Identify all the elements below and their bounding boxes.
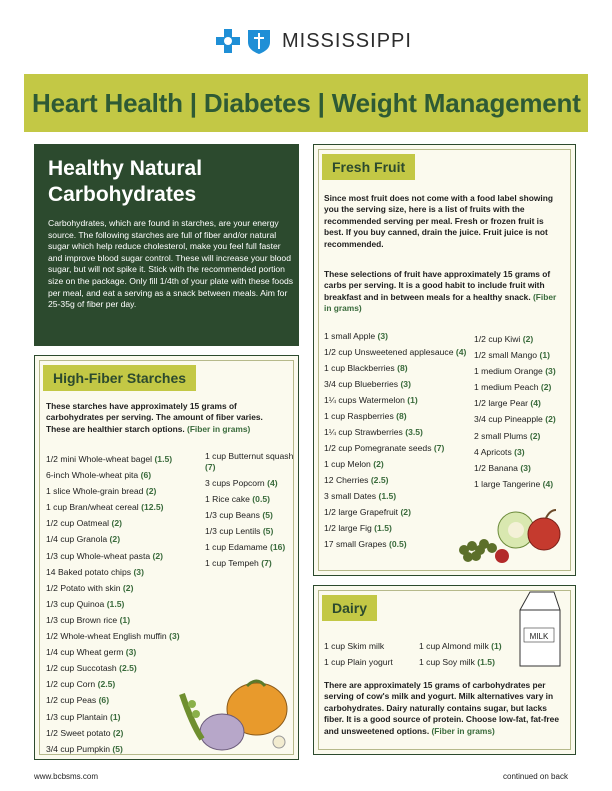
list-item-text: 3 cups Popcorn xyxy=(205,478,265,488)
list-item-fiber: (2) xyxy=(152,550,164,561)
list-item xyxy=(46,644,216,660)
list-item-text: 1/3 cup Quinoa xyxy=(46,598,105,609)
list-item-text: 1¼ cup Strawberries xyxy=(324,427,403,437)
milk-carton-label: MILK xyxy=(529,632,549,641)
list-item-fiber: (4) xyxy=(530,398,541,409)
list-item-fiber: (7) xyxy=(433,443,445,453)
footer-continued: continued on back xyxy=(503,772,568,781)
list-item-fiber: (6) xyxy=(140,470,152,481)
list-item-fiber: (1) xyxy=(539,350,550,361)
dairy-title: Dairy xyxy=(322,595,377,621)
list-item-text: 1/3 cup Brown rice xyxy=(46,614,118,625)
list-item-fiber: (8) xyxy=(397,363,408,373)
title-banner xyxy=(24,74,588,132)
intro-box xyxy=(34,144,299,346)
list-item xyxy=(474,428,574,444)
list-item-fiber: (1.5) xyxy=(106,598,125,609)
list-item xyxy=(46,548,216,564)
list-item xyxy=(324,523,474,534)
list-item-fiber: (1.5) xyxy=(477,657,495,668)
list-item xyxy=(324,427,474,438)
list-item xyxy=(46,531,216,547)
list-item xyxy=(46,515,216,531)
list-item-text: 1 cup Raspberries xyxy=(324,411,394,421)
list-item-text: 1/2 large Grapefruit xyxy=(324,507,399,517)
list-item-text: 3/4 cup Pumpkin xyxy=(46,743,111,754)
list-item-fiber: (1.5) xyxy=(374,523,392,533)
list-item-fiber: (2) xyxy=(122,582,134,593)
list-item-fiber: (2) xyxy=(111,518,122,529)
list-item-fiber: (2) xyxy=(373,459,384,469)
list-item-text: 1 cup Edamame xyxy=(205,542,268,552)
list-item-text: 1 cup Almond milk xyxy=(419,641,489,651)
list-item xyxy=(205,494,295,505)
dairy-panel xyxy=(313,585,576,755)
list-item-fiber: (4) xyxy=(542,478,554,489)
fruit-illustration xyxy=(454,500,569,568)
list-item xyxy=(205,558,295,569)
list-item xyxy=(324,459,474,470)
list-item-text: 1 cup Soy milk xyxy=(419,657,475,668)
list-item-text: 4 Apricots xyxy=(474,446,512,457)
fruit-panel xyxy=(313,144,576,576)
intro-body: Carbohydrates, which are found in starches, are your energy source. The following starches are full of fiber and/or natural sugar which help reduce cholesterol, make you feel full faster and improve blood sugar control. These will increase your blood sugar, but will not spike it. Stick with the recommended portion size on the package. Only fill 1/4th of your plate with these foods per meal, and eat a serving as a snack between meals. Aim for 25-35g of fiber per day. xyxy=(48,218,294,310)
list-item xyxy=(46,451,216,467)
list-item xyxy=(46,628,216,644)
vegetables-illustration xyxy=(167,674,292,754)
list-item-text: 1/3 cup Beans xyxy=(205,510,260,520)
list-item xyxy=(324,654,424,670)
list-item-text: 1 cup Tempeh xyxy=(205,558,259,568)
list-item xyxy=(324,507,474,518)
list-item-text: 1 cup Bran/wheat cereal xyxy=(46,502,139,513)
list-item xyxy=(474,444,574,460)
list-item-text: 1 Rice cake xyxy=(205,494,250,504)
list-item xyxy=(46,612,216,628)
list-item-fiber: (3) xyxy=(400,379,411,389)
list-item xyxy=(474,411,574,427)
list-item-fiber: (5) xyxy=(262,526,274,536)
list-item-fiber: (2) xyxy=(522,334,534,344)
list-item-text: 17 small Grapes xyxy=(324,539,387,549)
starches-title: High-Fiber Starches xyxy=(43,365,196,391)
list-item-text: 3 small Dates xyxy=(324,491,377,501)
starches-list-col2 xyxy=(205,451,295,574)
list-item-text: 1/2 cup Pomegranate seeds xyxy=(324,443,432,453)
list-item-text: 1/3 cup Plantain xyxy=(46,711,108,722)
list-item-text: 1/2 large Fig xyxy=(324,523,372,533)
list-item-text: 1/2 cup Kiwi xyxy=(474,334,521,344)
list-item-fiber: (7) xyxy=(205,462,216,472)
list-item-fiber: (3) xyxy=(514,446,525,457)
list-item-fiber: (1) xyxy=(491,641,502,651)
dairy-body xyxy=(324,680,564,737)
list-item xyxy=(324,331,474,342)
list-item-fiber: (4) xyxy=(455,347,467,357)
list-item-fiber: (1) xyxy=(119,614,131,625)
list-item xyxy=(474,363,574,379)
list-item-fiber: (2) xyxy=(112,727,124,738)
bcbs-logo xyxy=(214,26,412,56)
list-item xyxy=(205,451,295,473)
fruit-lead1: Since most fruit does not come with a food label showing you the serving size, here is a list of fruits with the recommended serving per meal. Fresh or frozen fruit is best. If you buy canned, drain the juice. Fruit juice is not recommended. xyxy=(324,193,553,249)
list-item-text: 1/2 cup Peas xyxy=(46,695,97,706)
list-item xyxy=(324,395,474,406)
list-item-text: 1/2 large Pear xyxy=(474,398,528,409)
list-item-fiber: (2) xyxy=(145,486,157,497)
list-item-fiber: (2.5) xyxy=(370,475,389,485)
list-item xyxy=(205,526,295,537)
list-item-fiber: (8) xyxy=(396,411,407,421)
starches-lead-note: (Fiber in grams) xyxy=(187,423,251,434)
list-item xyxy=(205,478,295,489)
list-item xyxy=(46,499,216,515)
list-item-text: 1/3 cup Lentils xyxy=(205,526,261,536)
list-item-text: 1 slice Whole-grain bread xyxy=(46,486,144,497)
list-item-text: 1/4 cup Wheat germ xyxy=(46,647,124,658)
list-item xyxy=(324,539,474,550)
list-item-text: 1 medium Peach xyxy=(474,382,539,393)
list-item-text: 2 small Plums xyxy=(474,430,528,441)
list-item-text: 1¼ cups Watermelon xyxy=(324,395,405,405)
list-item xyxy=(324,347,474,358)
list-item-text: 1/3 cup Whole-wheat pasta xyxy=(46,550,151,561)
dairy-list-col2 xyxy=(419,638,529,670)
list-item-fiber: (1.5) xyxy=(154,454,173,464)
list-item-fiber: (3) xyxy=(545,366,556,377)
list-item-text: 1/2 Potato with skin xyxy=(46,582,121,593)
fruit-lead2-note: (Fiber in grams) xyxy=(324,291,557,314)
list-item xyxy=(324,363,474,374)
list-item-fiber: (3.5) xyxy=(405,427,423,437)
list-item-text: 1 large Tangerine xyxy=(474,478,541,489)
fruit-list-col2 xyxy=(474,331,574,492)
list-item-fiber: (0.5) xyxy=(388,539,407,549)
list-item-fiber: (3) xyxy=(169,631,180,642)
footer-website[interactable]: www.bcbsms.com xyxy=(34,772,99,781)
list-item-fiber: (4) xyxy=(267,478,278,488)
list-item xyxy=(46,580,216,596)
blue-shield-icon xyxy=(246,27,272,55)
intro-title: Healthy Natural Carbohydrates xyxy=(48,157,203,206)
list-item-text: 1 cup Butternut squash xyxy=(205,451,294,461)
list-item-fiber: (1.5) xyxy=(378,491,397,501)
list-item-fiber: (5) xyxy=(262,510,273,520)
list-item xyxy=(324,379,474,390)
starches-lead-text: These starches have approximately 15 grams of carbohydrates per serving. The amount of fiber varies. These are healthier starch options. xyxy=(46,401,263,434)
dairy-body-note: (Fiber in grams) xyxy=(431,725,495,736)
fruit-lead2-text: These selections of fruit have approximately 15 grams of carbs per serving. It is a good habit to include fruit with breakfast and in between meals for a healthy snack. xyxy=(324,269,551,302)
list-item-text: 1/2 cup Unsweetened applesauce xyxy=(324,347,454,357)
list-item-fiber: (2.5) xyxy=(119,663,137,674)
banner-title: Heart Health | Diabetes | Weight Management xyxy=(32,88,581,118)
list-item xyxy=(474,331,574,347)
list-item-text: 14 Baked potato chips xyxy=(46,566,132,577)
starches-lead xyxy=(46,401,286,435)
list-item xyxy=(46,467,216,483)
list-item-fiber: (0.5) xyxy=(252,494,270,504)
list-item xyxy=(324,443,474,454)
list-item xyxy=(46,596,216,612)
list-item xyxy=(419,654,529,670)
list-item-fiber: (7) xyxy=(261,558,272,568)
list-item xyxy=(324,638,424,654)
fruit-list-col1 xyxy=(324,331,474,555)
list-item xyxy=(205,510,295,521)
list-item-fiber: (3) xyxy=(125,647,137,658)
list-item-fiber: (1) xyxy=(407,395,418,405)
list-item-text: 1/2 cup Corn xyxy=(46,679,96,690)
list-item-fiber: (2) xyxy=(109,534,121,545)
list-item-text: 1/2 Banana xyxy=(474,462,518,473)
list-item-fiber: (3) xyxy=(520,462,531,473)
starches-panel xyxy=(34,355,299,760)
list-item-text: 1/2 Sweet potato xyxy=(46,727,111,738)
list-item-text: 1 medium Orange xyxy=(474,366,543,377)
list-item-fiber: (16) xyxy=(269,542,286,552)
list-item-text: 1 cup Plain yogurt xyxy=(324,657,393,668)
list-item-text: 1 small Apple xyxy=(324,331,376,341)
list-item-text: 1/2 cup Oatmeal xyxy=(46,518,110,529)
list-item xyxy=(474,476,574,492)
list-item-text: 1 cup Skim milk xyxy=(324,641,385,651)
list-item-text: 12 Cherries xyxy=(324,475,369,485)
dairy-list-col1 xyxy=(324,638,424,670)
list-item xyxy=(324,491,474,502)
fruit-title: Fresh Fruit xyxy=(322,154,415,180)
list-item-fiber: (2) xyxy=(545,414,556,425)
list-item-text: 1/2 cup Succotash xyxy=(46,663,117,674)
list-item-fiber: (3) xyxy=(377,331,389,341)
list-item-fiber: (2) xyxy=(529,430,541,441)
list-item xyxy=(46,564,216,580)
list-item xyxy=(46,483,216,499)
list-item-text: 1/2 small Mango xyxy=(474,350,538,361)
list-item-fiber: (6) xyxy=(98,695,110,706)
list-item-fiber: (2.5) xyxy=(97,679,116,690)
list-item-text: 1 cup Melon xyxy=(324,459,371,469)
list-item xyxy=(324,411,474,422)
logo-text: MISSISSIPPI xyxy=(282,29,412,52)
list-item xyxy=(324,475,474,486)
blue-cross-icon xyxy=(214,27,242,55)
list-item-fiber: (2) xyxy=(540,382,552,393)
list-item-text: 3/4 cup Blueberries xyxy=(324,379,399,389)
list-item-text: 1/2 Whole-wheat English muffin xyxy=(46,631,167,642)
list-item-fiber: (5) xyxy=(112,743,123,754)
dairy-body-text: There are approximately 15 grams of carbohydrates per serving of cow's milk and yogurt. Milk alternatives vary in carbohydrates. Dairy naturally contains sugar, but lacks fiber. It is a good source of protein. Choose low-fat, fat-free and unsweetened options. xyxy=(324,680,559,736)
list-item-fiber: (12.5) xyxy=(141,502,164,513)
milk-carton-illustration xyxy=(514,588,564,668)
list-item xyxy=(474,379,574,395)
list-item-text: 1 cup Blackberries xyxy=(324,363,395,373)
list-item-fiber: (1) xyxy=(110,711,121,722)
list-item-text: 3/4 cup Pineapple xyxy=(474,414,543,425)
list-item-text: 1/4 cup Granola xyxy=(46,534,108,545)
list-item-text: 6-inch Whole-wheat pita xyxy=(46,470,139,481)
list-item xyxy=(205,542,295,553)
list-item xyxy=(474,395,574,411)
list-item xyxy=(474,347,574,363)
list-item-text: 1/2 mini Whole-wheat bagel xyxy=(46,454,153,464)
list-item xyxy=(419,638,529,654)
list-item-fiber: (3) xyxy=(133,566,144,577)
fruit-lead2 xyxy=(324,269,564,315)
list-item-fiber: (2) xyxy=(400,507,411,517)
list-item xyxy=(474,460,574,476)
